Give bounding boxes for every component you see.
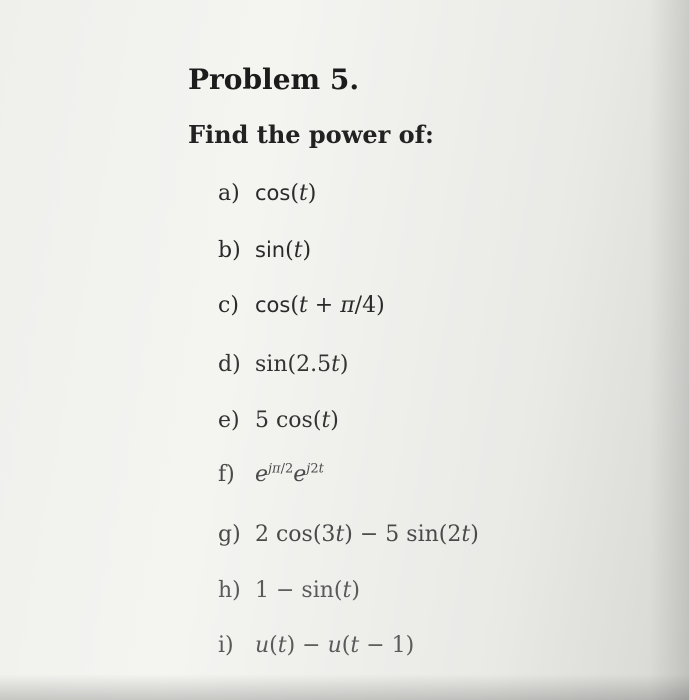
item-label: i) [218,633,234,658]
item-expression: 1 − sin(t) [255,578,360,603]
list-item [218,238,311,263]
problem-title: Problem 5. [188,63,360,96]
item-label: h) [218,578,241,603]
item-expression: cos(t + π/4) [255,293,385,318]
list-item [218,293,385,318]
item-label: a) [218,181,240,206]
page-shadow-bottom [0,674,689,700]
item-label: d) [218,352,241,377]
item-expression: u(t) − u(t − 1) [255,633,415,658]
list-item [218,522,479,547]
item-expression: cos(t) [255,181,317,206]
item-expression: sin(t) [255,238,312,263]
item-expression: sin(2.5t) [255,352,349,377]
item-label: g) [218,522,241,547]
list-item [218,578,360,603]
page-shadow-right [649,0,689,700]
item-label: f) [218,462,235,488]
item-expression: 5 cos(t) [255,408,339,433]
item-label: e) [218,408,240,433]
item-expression: $e^{j\pi/2}e^{j2t}$ [255,462,324,488]
list-item [218,633,414,658]
list-item [218,352,349,377]
problem-prompt: Find the power of: [188,120,434,149]
list-item [218,462,324,487]
list-item [218,408,339,433]
item-label: c) [218,293,239,318]
item-label: b) [218,238,241,263]
item-expression: 2 cos(3t) − 5 sin(2t) [255,522,479,547]
list-item [218,181,316,206]
